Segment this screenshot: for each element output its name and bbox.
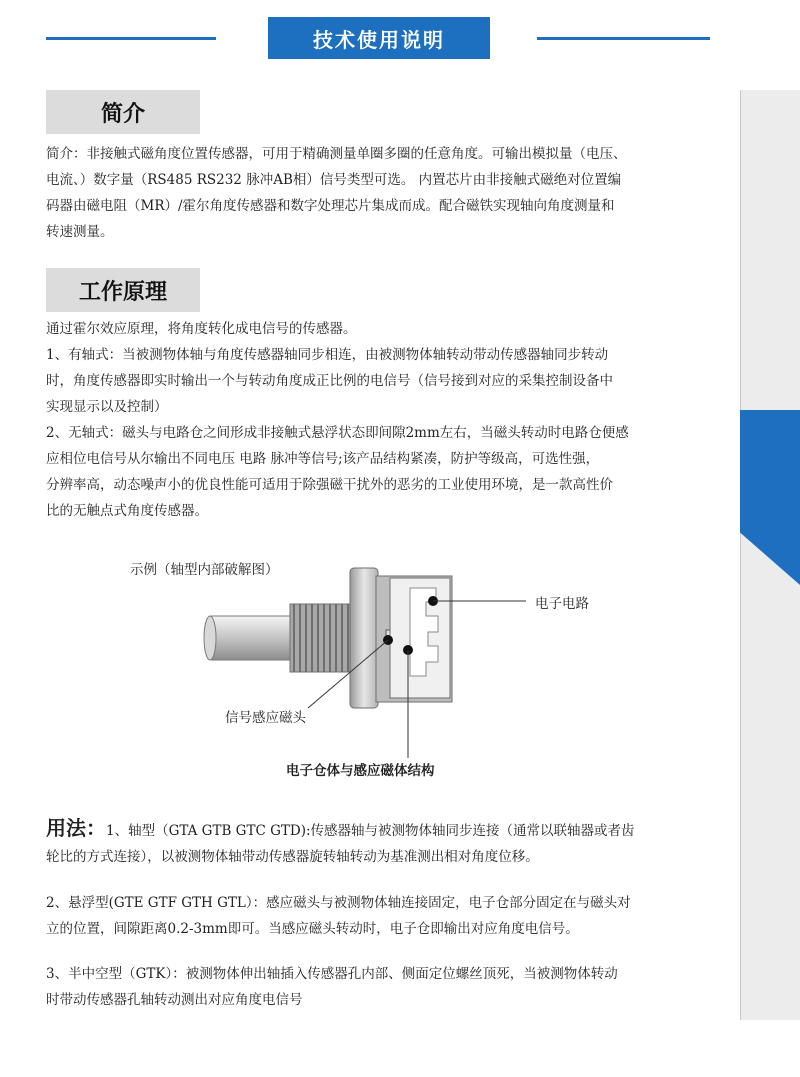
- figure-label-circuit: 电子电路: [535, 596, 589, 612]
- flange: [350, 568, 378, 708]
- principle-line: 应相位电信号从尔输出不同电压 电路 脉冲等信号;该产品结构紧凑，防护等级高，可选性强，: [46, 451, 600, 467]
- principle-line: 通过霍尔效应原理，将角度转化成电信号的传感器。: [46, 321, 357, 337]
- intro-line: 简介：非接触式磁角度位置传感器，可用于精确测量单圈多圈的任意角度。可输出模拟量（电压、: [46, 146, 627, 162]
- usage-item3-line: 时带动传感器孔轴转动测出对应角度电信号: [46, 992, 303, 1008]
- usage-item1-line: 轮比的方式连接），以被测物体轴带动传感器旋转轴转动为基准测出相对角度位移。: [46, 849, 539, 865]
- usage-item3: [46, 961, 726, 1013]
- usage-item1-line: 1、轴型（GTA GTB GTC GTD):传感器轴与被测物体轴同步连接（通常以联轴器或者齿: [106, 823, 635, 839]
- header-rule-left: [46, 37, 216, 40]
- intro-line: 电流、）数字量（RS485 RS232 脉冲AB相）信号类型可选。 内置芯片由非接触式磁绝对位置编: [46, 172, 622, 188]
- usage-item2-line: 2、悬浮型(GTE GTF GTH GTL）：感应磁头与被测物体轴连接固定，电子仓部分固定在与磁头对: [46, 895, 631, 911]
- principle-line: 分辨率高，动态噪声小的优良性能可适用于除强磁干扰外的恶劣的工业使用环境，是一款高性价: [46, 477, 613, 493]
- page-title: 技术使用说明: [268, 17, 490, 59]
- principle-line: 1、有轴式：当被测物体轴与角度传感器轴同步相连，由被测物体轴转动带动传感器轴同步转动: [46, 347, 609, 363]
- usage-item2-line: 立的位置，间隙距离0.2-3mm即可。当感应磁头转动时，电子仓即输出对应角度电信号。: [46, 921, 579, 937]
- principle-line: 2、无轴式：磁头与电路仓之间形成非接触式悬浮状态即间隙2mm左右，当磁头转动时电路仓便感: [46, 425, 629, 441]
- principle-line: 比的无触点式角度传感器。: [46, 503, 208, 519]
- figure-caption: 电子仓体与感应磁体结构: [286, 763, 435, 779]
- principle-paragraph: [46, 316, 726, 524]
- principle-line: 时，角度传感器即实时输出一个与转动角度成正比例的电信号（信号接到对应的采集控制设备中: [46, 373, 613, 389]
- principle-line: 实现显示以及控制）: [46, 399, 168, 415]
- usage-item3-line: 3、半中空型（GTK）：被测物体伸出轴插入传感器孔内部、侧面定位螺丝顶死，当被测物体转动: [46, 966, 618, 982]
- usage-section: [46, 815, 726, 870]
- usage-line: [46, 815, 726, 844]
- header-rule-right: [537, 37, 710, 40]
- usage-label: 用法：: [46, 816, 106, 840]
- section-heading-intro: 简介: [46, 90, 200, 134]
- figure-label-head: 信号感应磁头: [225, 710, 306, 726]
- intro-line: 转速测量。: [46, 224, 114, 240]
- figure-example-label: 示例（轴型内部破解图）: [130, 562, 279, 578]
- usage-item2: [46, 890, 726, 942]
- intro-paragraph: [46, 141, 726, 245]
- intro-line: 码器由磁电阻（MR）/霍尔角度传感器和数字处理芯片集成而成。配合磁铁实现轴向角度测量和: [46, 198, 615, 214]
- section-heading-principle: 工作原理: [46, 268, 200, 312]
- shaft-end: [204, 616, 216, 660]
- thread: [290, 604, 352, 672]
- sensor-cutaway-illustration: [190, 548, 650, 758]
